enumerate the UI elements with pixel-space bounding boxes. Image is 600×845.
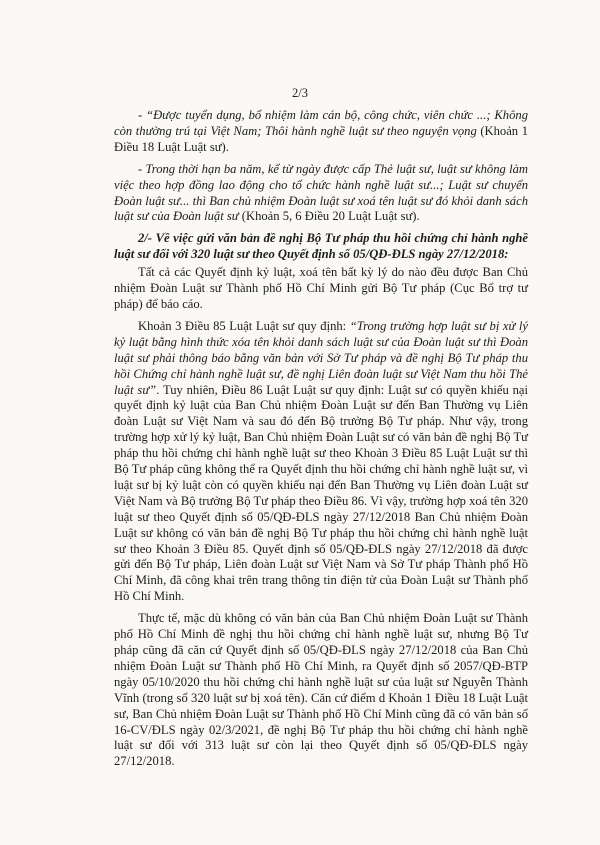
analysis-text: . Tuy nhiên, Điều 86 Luật Luật sư quy định: Luật sư có quyền khiếu nại quyết định kỷ luật của Ban Chủ nhiệm Đoàn Luật sư đến Ban Thường vụ Liên đoàn Luật sư Việt Nam và sau đó đến Bộ trưởng Bộ Tư pháp. Như vậy, trong trường hợp xử lý kỷ luật, Ban Chủ nhiệm Đoàn Luật sư có văn bản đề nghị Bộ Tư pháp thu hồi chứng chỉ hành nghề luật sư theo Khoản 3 Điều 85 Luật Luật sư thì Bộ Tư pháp cũng không thể ra Quyết định thu hồi chứng chỉ hành nghề luật sư, vì luật sư bị kỷ luật còn có quyền khiếu nại đến Ban Thường vụ Liên đoàn Luật sư Việt Nam và Bộ trưởng Bộ Tư pháp theo Điều 86. Vì vậy, trường hợp xoá tên 320 luật sư theo Quyết định số 05/QĐ-ĐLS ngày 27/12/2018 Ban Chủ nhiệm Đoàn Luật sư không có văn bản đề nghị Bộ Tư pháp thu hồi chứng chỉ hành nghề luật sư theo Khoản 3 Điều 85. Quyết định số 05/QĐ-ĐLS ngày 27/12/2018 đã được gửi đến Bộ Tư pháp, Liên đoàn Luật sư Việt Nam và Sở Tư pháp Thành phố Hồ Chí Minh, đã công khai trên trang thông tin điện tử của Đoàn Luật sư Thành phố Hồ Chí Minh. [114, 382, 528, 604]
quoted-rule: - Trong thời hạn ba năm, kể từ ngày được cấp Thẻ luật sư, luật sư không làm việc theo hợp đồng lao động cho tổ chức hành nghề luật sư...; Luật sư chuyển Đoàn luật sư... thì Ban chủ nhiệm Đoàn luật sư xoá tên luật sư đó khỏi danh sách luật sư của Đoàn luật sư [114, 161, 528, 224]
document-body [114, 108, 528, 776]
page-number: 2/3 [292, 86, 308, 100]
lead-text: Khoản 3 Điều 85 Luật Luật sư quy định: [138, 318, 350, 333]
paragraph-report-submission: Tất cả các Quyết định kỷ luật, xoá tên bất kỳ lý do nào đều được Ban Chủ nhiệm Đoàn Luật sư Thành phố Hồ Chí Minh gửi Bộ Tư pháp (Cục Bổ trợ tư pháp) để báo cáo. [114, 265, 528, 311]
section-heading-2 [114, 231, 528, 263]
paragraph-three-year-rule [114, 162, 528, 226]
citation: (Khoản 5, 6 Điều 20 Luật Luật sư). [238, 209, 420, 224]
quoted-grounds: - “Được tuyển dụng, bổ nhiệm làm cán bộ, công chức, viên chức ...; Không còn thường trú tại Việt Nam; Thôi hành nghề luật sư theo nguyện vọng [114, 108, 528, 138]
paragraph-resignation-grounds [114, 108, 528, 156]
quoted-article-85: “Trong trường hợp luật sư bị xử lý kỷ luật bằng hình thức xóa tên khỏi danh sách luật sư của Đoàn luật sư thì Đoàn luật sư phải thông báo bằng văn bản với Sở Tư pháp và đề nghị Bộ Tư pháp thu hồi Chứng chỉ hành nghề luật sư, đề nghị Liên đoàn luật sư Việt Nam thu hồi Thẻ luật sư” [114, 318, 529, 397]
paragraph-actual-practice: Thực tế, mặc dù không có văn bản của Ban Chủ nhiệm Đoàn Luật sư Thành phố Hồ Chí Minh đề nghị thu hồi chứng chỉ hành nghề luật sư, nhưng Bộ Tư pháp cũng đã căn cứ Quyết định số 05/QĐ-ĐLS ngày 27/12/2018 của Ban Chủ nhiệm Đoàn Luật sư Thành phố Hồ Chí Minh, ra Quyết định số 2057/QĐ-BTP ngày 05/10/2020 thu hồi chứng chỉ hành nghề luật sư của luật sư Nguyễn Thành Vĩnh (trong số 320 luật sư bị xoá tên). Căn cứ điểm d Khoản 1 Điều 18 Luật Luật sư, Ban Chủ nhiệm Đoàn Luật sư Thành phố Hồ Chí Minh cũng đã có văn bản số 16-CV/ĐLS ngày 02/3/2021, đề nghị Bộ Tư pháp thu hồi chứng chỉ hành nghề luật sư đối với 313 luật sư còn lại theo Quyết định số 05/QĐ-ĐLS ngày 27/12/2018. [114, 611, 528, 769]
heading-text: 2/- Về việc gửi văn bản đề nghị Bộ Tư pháp thu hồi chứng chỉ hành nghề luật sư đối với 320 luật sư theo Quyết định số 05/QĐ-ĐLS ngày 27/12/2018: [114, 231, 528, 262]
paragraph-article-85-86 [114, 319, 528, 605]
citation: (Khoản 1 Điều 18 Luật Luật sư). [114, 123, 528, 154]
